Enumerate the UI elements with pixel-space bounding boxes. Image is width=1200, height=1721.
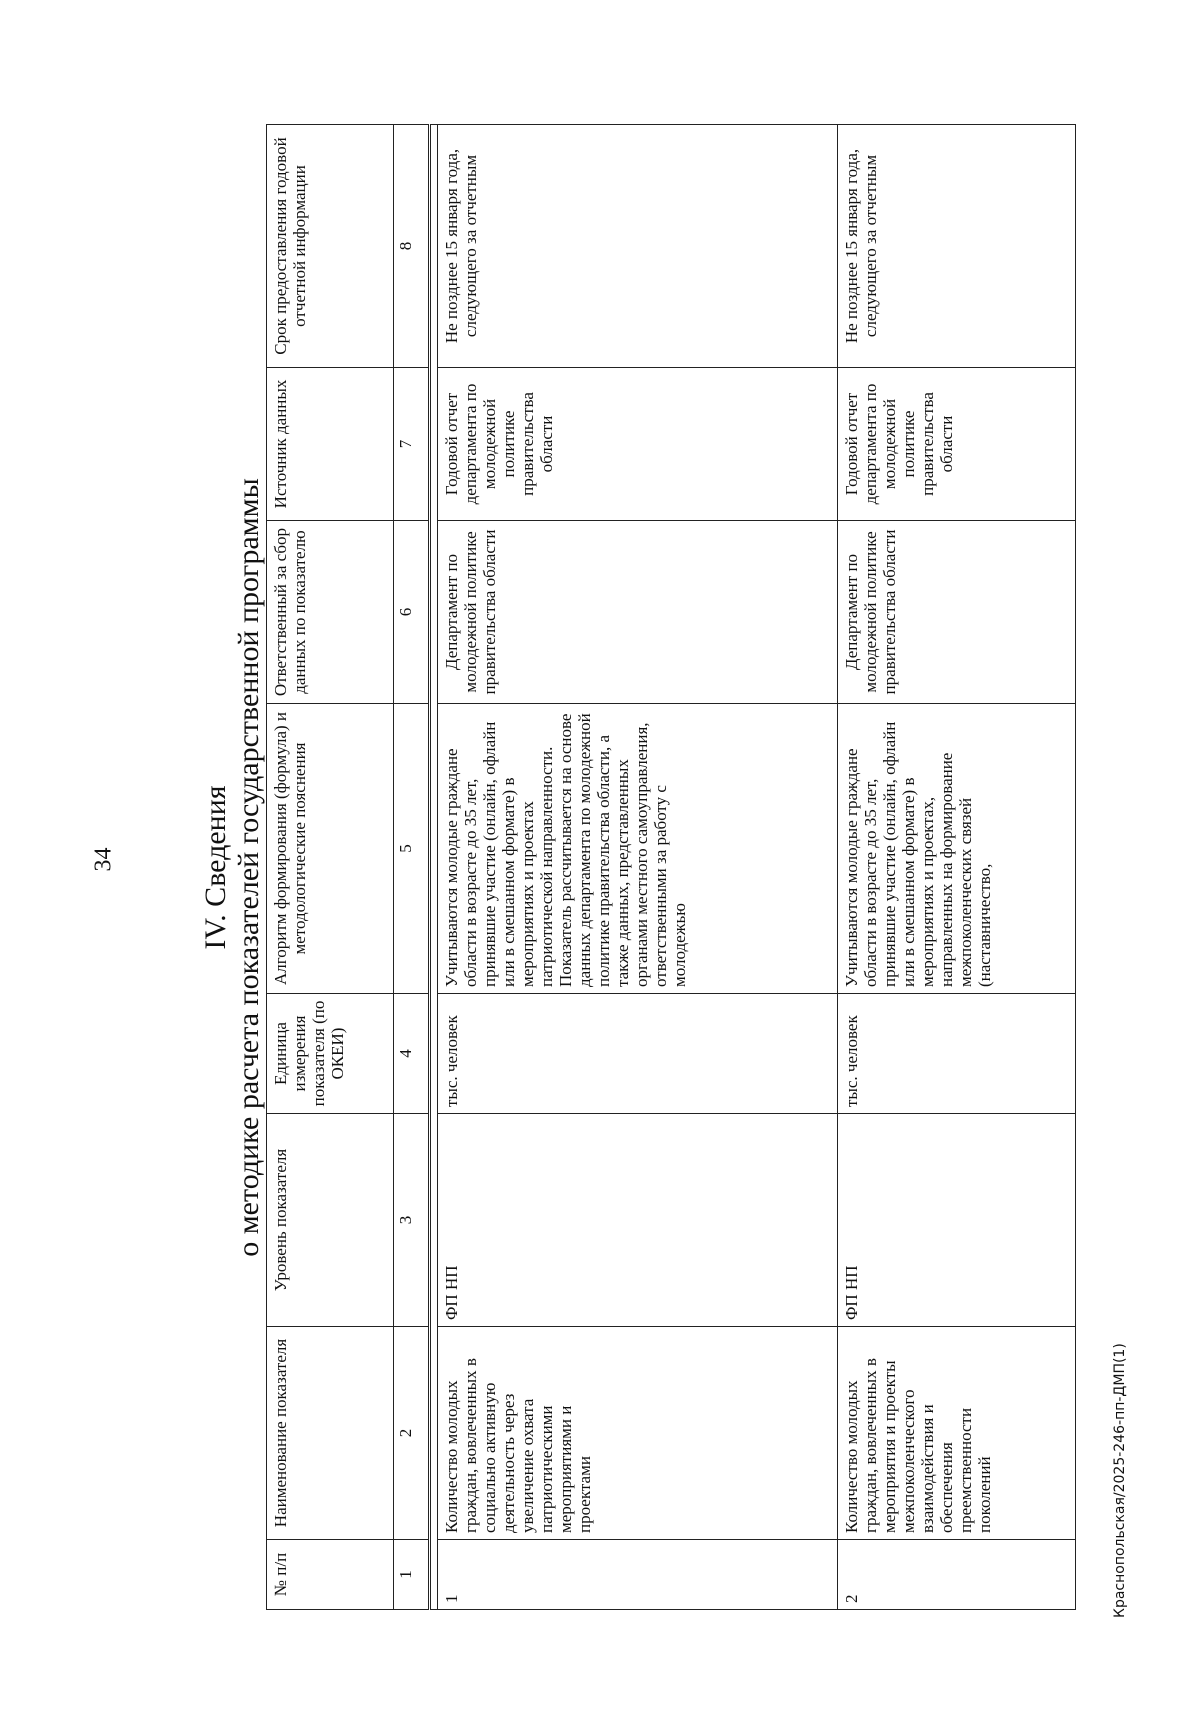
header-cell: № п/п xyxy=(267,1540,394,1610)
column-number: 8 xyxy=(394,125,430,368)
indicator-deadline: Не позднее 15 января года, следующего за отчетным xyxy=(838,125,1076,368)
footer-document-code: Краснопольская/2025-246-пп-ДМП(1) xyxy=(1112,1343,1128,1618)
column-number: 2 xyxy=(394,1327,430,1540)
header-cell: Алгоритм формирования (формула) и методологические пояснения xyxy=(267,704,394,994)
rotated-document-block xyxy=(200,125,1100,1610)
indicator-unit: тыс. человек xyxy=(438,994,838,1114)
header-cell: Источник данных xyxy=(267,368,394,521)
column-number: 6 xyxy=(394,521,430,704)
indicator-responsible: Департамент по молодежной политике правительства области xyxy=(838,521,1076,704)
table-row xyxy=(438,125,838,1610)
header-cell: Срок предоставления годовой отчетной информации xyxy=(267,125,394,368)
indicator-source: Годовой отчет департамента по молодежной политике правительства области xyxy=(838,368,1076,521)
column-number: 5 xyxy=(394,704,430,994)
header-row xyxy=(267,125,394,1610)
section-subtitle: о методике расчета показателей государственной программы xyxy=(232,478,265,1257)
section-title: IV. Сведения xyxy=(199,785,232,950)
header-cell: Ответственный за сбор данных по показателю xyxy=(267,521,394,704)
indicator-name: Количество молодых граждан, вовлеченных в социально активную деятельность через увеличение охвата патриотическими мероприятиями и проектами xyxy=(438,1327,838,1540)
column-number: 3 xyxy=(394,1114,430,1327)
methodology-table xyxy=(266,124,1076,1610)
indicator-unit: тыс. человек xyxy=(838,994,1076,1114)
indicator-algorithm: Учитываются молодые граждане области в возрасте до 35 лет, принявшие участие (онлайн, офлайн или в смешанном формате) в мероприятиях и проектах патриотической направленности. Показатель рассчитывается на основе данных департамента по молодежной политике правительства области, а также данных, представленных органами местного самоуправления, ответственными за работу с молодежью xyxy=(438,704,838,994)
column-number-row xyxy=(394,125,430,1610)
table-row xyxy=(838,125,1076,1610)
column-number: 1 xyxy=(394,1540,430,1610)
header-cell: Уровень показателя xyxy=(267,1114,394,1327)
row-number: 2 xyxy=(838,1540,1076,1610)
indicator-algorithm: Учитываются молодые граждане области в возрасте до 35 лет, принявшие участие (онлайн, офлайн или в смешанном формате) в мероприятиях и проектах, направленных на формирование межпоколенческих связей (наставничество, xyxy=(838,704,1076,994)
row-number: 1 xyxy=(438,1540,838,1610)
spacer-row xyxy=(430,125,438,1610)
spacer-cell xyxy=(430,125,438,1610)
indicator-name: Количество молодых граждан, вовлеченных в мероприятия и проекты межпоколенческого взаимодействия и обеспечения преемственности поколений xyxy=(838,1327,1076,1540)
indicator-responsible: Департамент по молодежной политике правительства области xyxy=(438,521,838,704)
indicator-deadline: Не позднее 15 января года, следующего за отчетным xyxy=(438,125,838,368)
header-cell: Наименование показателя xyxy=(267,1327,394,1540)
indicator-level: ФП НП xyxy=(838,1114,1076,1327)
page-number: 34 xyxy=(90,847,117,872)
column-number: 7 xyxy=(394,368,430,521)
indicator-source: Годовой отчет департамента по молодежной политике правительства области xyxy=(438,368,838,521)
column-number: 4 xyxy=(394,994,430,1114)
header-cell: Единица измерения показателя (по ОКЕИ) xyxy=(267,994,394,1114)
indicator-level: ФП НП xyxy=(438,1114,838,1327)
